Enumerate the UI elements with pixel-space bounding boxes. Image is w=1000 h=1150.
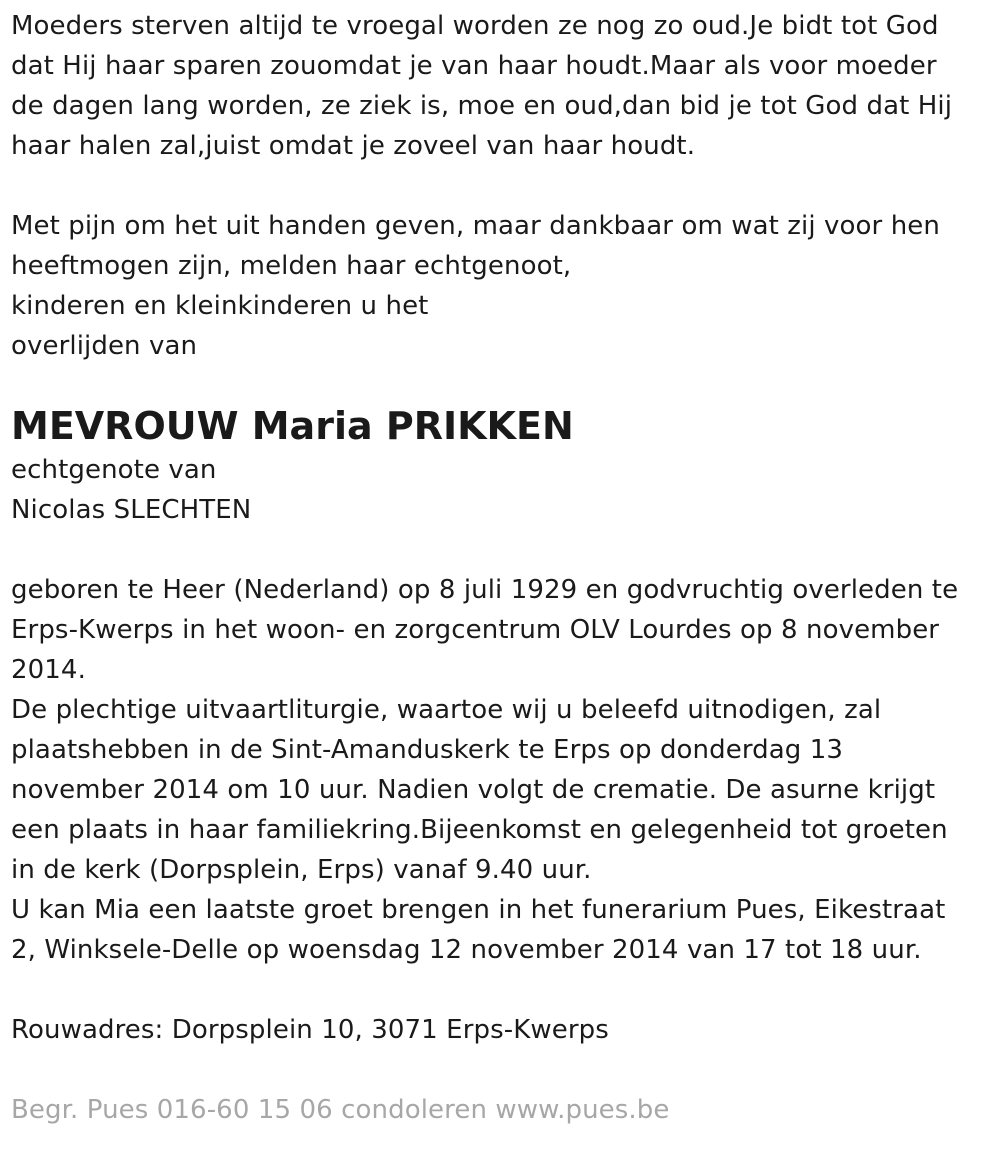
- mourning-address: Rouwadres: Dorpsplein 10, 3071 Erps-Kwerps: [11, 1015, 609, 1045]
- funeral-home-footer: Begr. Pues 016-60 15 06 condoleren www.pues.be: [11, 1095, 670, 1125]
- details-line: in de kerk (Dorpsplein, Erps) vanaf 9.40 uur.: [11, 855, 592, 885]
- relation-label: echtgenote van: [11, 455, 217, 485]
- announcement-line: heeftmogen zijn, melden haar echtgenoot,: [11, 251, 572, 281]
- spouse-name: Nicolas SLECHTEN: [11, 495, 252, 525]
- details-line: plaatshebben in de Sint-Amanduskerk te Erps op donderdag 13: [11, 735, 844, 765]
- details-line: 2, Winksele-Delle op woensdag 12 november 2014 van 17 tot 18 uur.: [11, 935, 922, 965]
- spacer: [11, 530, 988, 570]
- poem-line: de dagen lang worden, ze ziek is, moe en oud,dan bid je tot God dat Hij: [11, 91, 953, 121]
- spacer: [11, 1050, 988, 1090]
- spacer: [11, 970, 988, 1010]
- details-line: november 2014 om 10 uur. Nadien volgt de crematie. De asurne krijgt: [11, 775, 936, 805]
- details-line: geboren te Heer (Nederland) op 8 juli 1929 en godvruchtig overleden te: [11, 575, 959, 605]
- details-line: U kan Mia een laatste groet brengen in het funerarium Pues, Eikestraat: [11, 895, 946, 925]
- announcement-section: [11, 206, 988, 366]
- announcement-line: Met pijn om het uit handen geven, maar dankbaar om wat zij voor hen: [11, 211, 940, 241]
- details-line: Erps-Kwerps in het woon- en zorgcentrum OLV Lourdes op 8 november: [11, 615, 940, 645]
- poem-section: [11, 6, 988, 166]
- deceased-name: MEVROUW Maria PRIKKEN: [11, 404, 574, 448]
- announcement-line: kinderen en kleinkinderen u het: [11, 291, 429, 321]
- poem-line: dat Hij haar sparen zouomdat je van haar houdt.Maar als voor moeder: [11, 51, 937, 81]
- announcement-line: overlijden van: [11, 331, 198, 361]
- spacer: [11, 366, 988, 398]
- details-section: [11, 570, 988, 970]
- spacer: [11, 166, 988, 206]
- details-line: een plaats in haar familiekring.Bijeenkomst en gelegenheid tot groeten: [11, 815, 948, 845]
- poem-line: haar halen zal,juist omdat je zoveel van haar houdt.: [11, 131, 696, 161]
- details-line: 2014.: [11, 655, 86, 685]
- poem-line: Moeders sterven altijd te vroegal worden ze nog zo oud.Je bidt tot God: [11, 11, 939, 41]
- details-line: De plechtige uitvaartliturgie, waartoe wij u beleefd uitnodigen, zal: [11, 695, 882, 725]
